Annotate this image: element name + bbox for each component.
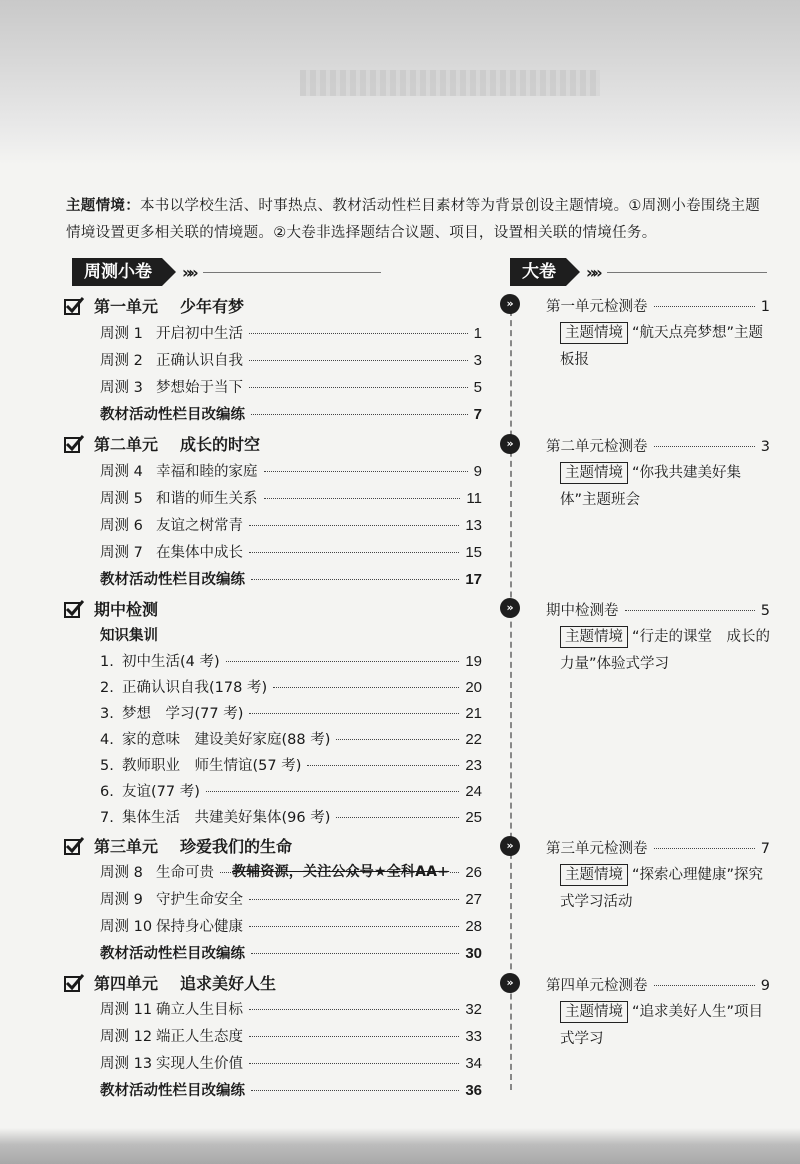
unit-title: 成长的时空 — [180, 435, 261, 454]
exercise-title: 教材活动性栏目改编练 — [100, 1083, 245, 1099]
section-unit-1 — [64, 294, 244, 317]
dot-leader — [625, 610, 755, 611]
toc-row[interactable] — [100, 349, 482, 370]
page-number: 21 — [465, 705, 482, 722]
unit-label: 第三单元 — [94, 837, 159, 856]
dot-leader — [251, 579, 459, 580]
timeline-dashed-line — [510, 300, 512, 1090]
toc-row-exercise[interactable] — [100, 568, 482, 589]
toc-row-exercise[interactable] — [100, 942, 482, 963]
dot-leader — [249, 333, 468, 334]
item-title: 教师职业 师生情谊(57 考) — [122, 758, 302, 774]
dot-leader — [264, 471, 468, 472]
item-number: 4. — [100, 732, 114, 748]
page-number: 15 — [465, 544, 482, 561]
section-midterm — [64, 597, 158, 620]
toc-row[interactable] — [100, 1025, 482, 1046]
quiz-number: 周测 8 — [100, 865, 143, 881]
page-number: 33 — [465, 1028, 482, 1045]
unit-title: 追求美好人生 — [180, 974, 277, 993]
quiz-number: 周测 13 — [100, 1056, 153, 1072]
quiz-title: 友谊之树常青 — [156, 518, 243, 534]
toc-row[interactable] — [100, 888, 482, 909]
exam-theme — [560, 320, 770, 374]
section-unit-4 — [64, 971, 276, 994]
toc-row[interactable] — [100, 487, 482, 508]
page-number: 9 — [473, 463, 482, 480]
toc-row[interactable] — [100, 460, 482, 481]
dot-leader — [264, 498, 461, 499]
chevron-right-icon: »» — [182, 262, 195, 282]
item-title: 初中生活(4 考) — [122, 654, 220, 670]
quiz-title: 在集体中成长 — [156, 545, 243, 561]
quiz-number: 周测 3 — [100, 380, 143, 396]
quiz-number: 周测 10 — [100, 919, 153, 935]
page-number: 20 — [465, 679, 482, 696]
page-number: 19 — [465, 653, 482, 670]
page-number: 5 — [760, 603, 770, 619]
dot-leader — [226, 661, 460, 662]
toc-row[interactable] — [100, 541, 482, 562]
quiz-title: 确立人生目标 — [156, 1002, 243, 1018]
exam-row[interactable] — [546, 599, 770, 620]
dot-leader — [249, 552, 459, 553]
dot-leader — [249, 525, 459, 526]
page-number: 7 — [473, 406, 482, 423]
page-number: 9 — [760, 978, 770, 994]
theme-tag: 主题情境 — [560, 864, 628, 886]
checkbox-checked-icon — [64, 600, 84, 618]
exam-theme — [560, 999, 770, 1053]
exam-row[interactable] — [546, 295, 770, 316]
quiz-title: 正确认识自我 — [156, 353, 243, 369]
toc-row[interactable] — [100, 676, 482, 697]
unit-title: 少年有梦 — [180, 297, 245, 316]
banner-label: 周测小卷 — [72, 258, 162, 286]
theme-tag: 主题情境 — [560, 322, 628, 344]
dot-leader — [654, 848, 755, 849]
quiz-number: 周测 6 — [100, 518, 143, 534]
banner-label: 大卷 — [510, 258, 566, 286]
intro-label: 主题情境： — [66, 198, 140, 214]
big-exam-banner — [510, 258, 767, 286]
item-number: 3. — [100, 706, 114, 722]
dot-leader — [249, 926, 459, 927]
theme-desc: “探索心理健康”探究式学习活动 — [560, 867, 764, 910]
dot-leader — [251, 1090, 459, 1091]
dot-leader — [251, 953, 459, 954]
toc-row[interactable] — [100, 650, 482, 671]
unit-title: 珍爱我们的生命 — [180, 837, 293, 856]
checkbox-checked-icon — [64, 974, 84, 992]
item-number: 6. — [100, 784, 114, 800]
page-number: 27 — [465, 891, 482, 908]
quiz-number: 周测 9 — [100, 892, 143, 908]
page-number: 28 — [465, 918, 482, 935]
unit-label: 第一单元 — [94, 297, 159, 316]
page-number: 36 — [465, 1082, 482, 1099]
dot-leader — [249, 899, 459, 900]
item-title: 集体生活 共建美好集体(96 考) — [122, 810, 331, 826]
toc-row[interactable] — [100, 806, 482, 827]
exercise-title: 教材活动性栏目改编练 — [100, 946, 245, 962]
dot-leader — [249, 387, 468, 388]
item-title: 友谊(77 考) — [122, 784, 200, 800]
scan-top-shadow — [0, 0, 800, 165]
faint-bleed-text — [300, 70, 600, 96]
dot-leader — [654, 985, 755, 986]
theme-desc: “行走的课堂 成长的力量”体验式学习 — [560, 629, 771, 672]
dot-leader — [249, 360, 468, 361]
scan-bottom-shadow — [0, 1128, 800, 1164]
theme-tag: 主题情境 — [560, 626, 628, 648]
toc-row[interactable] — [100, 322, 482, 343]
dot-leader — [336, 817, 459, 818]
dot-leader — [206, 791, 459, 792]
toc-row-exercise[interactable] — [100, 1079, 482, 1100]
toc-row[interactable] — [100, 998, 482, 1019]
exam-theme — [560, 862, 770, 916]
quiz-number: 周测 2 — [100, 353, 143, 369]
page-number: 26 — [465, 864, 482, 881]
weekly-quiz-banner — [72, 258, 381, 286]
quiz-title: 实现人生价值 — [156, 1056, 243, 1072]
page-number: 24 — [465, 783, 482, 800]
theme-desc: “航天点亮梦想”主题板报 — [560, 325, 764, 368]
dot-leader — [249, 1009, 459, 1010]
page-number: 17 — [465, 571, 482, 588]
toc-row[interactable] — [100, 728, 482, 749]
checkbox-checked-icon — [64, 435, 84, 453]
section-unit-3 — [64, 834, 292, 857]
chevron-right-icon: »» — [586, 262, 599, 282]
section-unit-2 — [64, 432, 260, 455]
quiz-title: 端正人生态度 — [156, 1029, 243, 1045]
toc-row[interactable] — [100, 754, 482, 775]
dot-leader — [654, 306, 755, 307]
exam-title: 第四单元检测卷 — [546, 978, 648, 994]
quiz-title: 幸福和睦的家庭 — [156, 464, 258, 480]
checkbox-checked-icon — [64, 297, 84, 315]
page-number: 1 — [760, 299, 770, 315]
exercise-title: 教材活动性栏目改编练 — [100, 572, 245, 588]
toc-row-exercise[interactable] — [100, 403, 482, 424]
toc-row[interactable] — [100, 376, 482, 397]
dot-leader — [251, 414, 468, 415]
double-chevron-icon: » — [500, 598, 520, 618]
exercise-title: 教材活动性栏目改编练 — [100, 407, 245, 423]
dot-leader — [654, 446, 755, 447]
exam-theme — [560, 624, 770, 678]
page-number: 1 — [473, 325, 482, 342]
page-number: 5 — [473, 379, 482, 396]
toc-row[interactable] — [100, 1052, 482, 1073]
page-number: 11 — [466, 490, 482, 507]
section-title: 期中检测 — [94, 600, 159, 619]
toc-row[interactable] — [100, 514, 482, 535]
page-number: 25 — [465, 809, 482, 826]
theme-tag: 主题情境 — [560, 462, 628, 484]
exam-title: 第二单元检测卷 — [546, 439, 648, 455]
quiz-number: 周测 5 — [100, 491, 143, 507]
dot-leader — [273, 687, 459, 688]
item-number: 7. — [100, 810, 114, 826]
exam-title: 第一单元检测卷 — [546, 299, 648, 315]
banner-rule — [203, 272, 381, 273]
dot-leader — [307, 765, 459, 766]
toc-row[interactable] — [100, 915, 482, 936]
subtitle-text: 知识集训 — [100, 628, 158, 644]
item-title: 梦想 学习(77 考) — [122, 706, 244, 722]
knowledge-subtitle — [100, 624, 482, 645]
exam-title: 第三单元检测卷 — [546, 841, 648, 857]
page-number: 3 — [473, 352, 482, 369]
banner-rule — [607, 272, 767, 273]
quiz-title: 保持身心健康 — [156, 919, 243, 935]
double-chevron-icon: » — [500, 294, 520, 314]
quiz-title: 梦想始于当下 — [156, 380, 243, 396]
dot-leader — [336, 739, 459, 740]
item-title: 家的意味 建设美好家庭(88 考) — [122, 732, 331, 748]
dot-leader — [249, 713, 459, 714]
dot-leader — [249, 1036, 459, 1037]
double-chevron-icon: » — [500, 973, 520, 993]
checkbox-checked-icon — [64, 837, 84, 855]
double-chevron-icon: » — [500, 836, 520, 856]
unit-label: 第二单元 — [94, 435, 159, 454]
watermark-overlay-text: 教辅资源，关注公众号★全科AA+ — [232, 861, 449, 881]
double-chevron-icon: » — [500, 434, 520, 454]
quiz-number: 周测 7 — [100, 545, 143, 561]
toc-row[interactable] — [100, 702, 482, 723]
item-number: 2. — [100, 680, 114, 696]
quiz-title: 开启初中生活 — [156, 326, 243, 342]
page-number: 32 — [465, 1001, 482, 1018]
item-title: 正确认识自我(178 考) — [122, 680, 268, 696]
page-number: 22 — [465, 731, 482, 748]
quiz-number: 周测 1 — [100, 326, 143, 342]
exam-row[interactable] — [546, 837, 770, 858]
quiz-title: 守护生命安全 — [156, 892, 243, 908]
page-number: 23 — [465, 757, 482, 774]
unit-label: 第四单元 — [94, 974, 159, 993]
quiz-title: 生命可贵 — [156, 865, 214, 881]
toc-row[interactable] — [100, 780, 482, 801]
quiz-title: 和谐的师生关系 — [156, 491, 258, 507]
quiz-number: 周测 12 — [100, 1029, 153, 1045]
intro-text: 本书以学校生活、时事热点、教材活动性栏目素材等为背景创设主题情境。①周测小卷围绕主题情境设置更多相关联的情境题。②大卷非选择题结合议题、项目，设置相关联的情境任务。 — [66, 198, 761, 241]
exam-row[interactable] — [546, 974, 770, 995]
intro-paragraph — [66, 193, 766, 247]
theme-tag: 主题情境 — [560, 1001, 628, 1023]
item-number: 1. — [100, 654, 114, 670]
page-number: 30 — [465, 945, 482, 962]
exam-theme — [560, 460, 770, 514]
exam-row[interactable] — [546, 435, 770, 456]
exam-title: 期中检测卷 — [546, 603, 619, 619]
page-number: 34 — [465, 1055, 482, 1072]
dot-leader — [249, 1063, 459, 1064]
quiz-number: 周测 4 — [100, 464, 143, 480]
page-number: 13 — [465, 517, 482, 534]
item-number: 5. — [100, 758, 114, 774]
page-number: 3 — [760, 439, 770, 455]
page-number: 7 — [760, 841, 770, 857]
theme-desc: “你我共建美好集体”主题班会 — [560, 465, 742, 508]
quiz-number: 周测 11 — [100, 1002, 153, 1018]
theme-desc: “追求美好人生”项目式学习 — [560, 1004, 764, 1047]
